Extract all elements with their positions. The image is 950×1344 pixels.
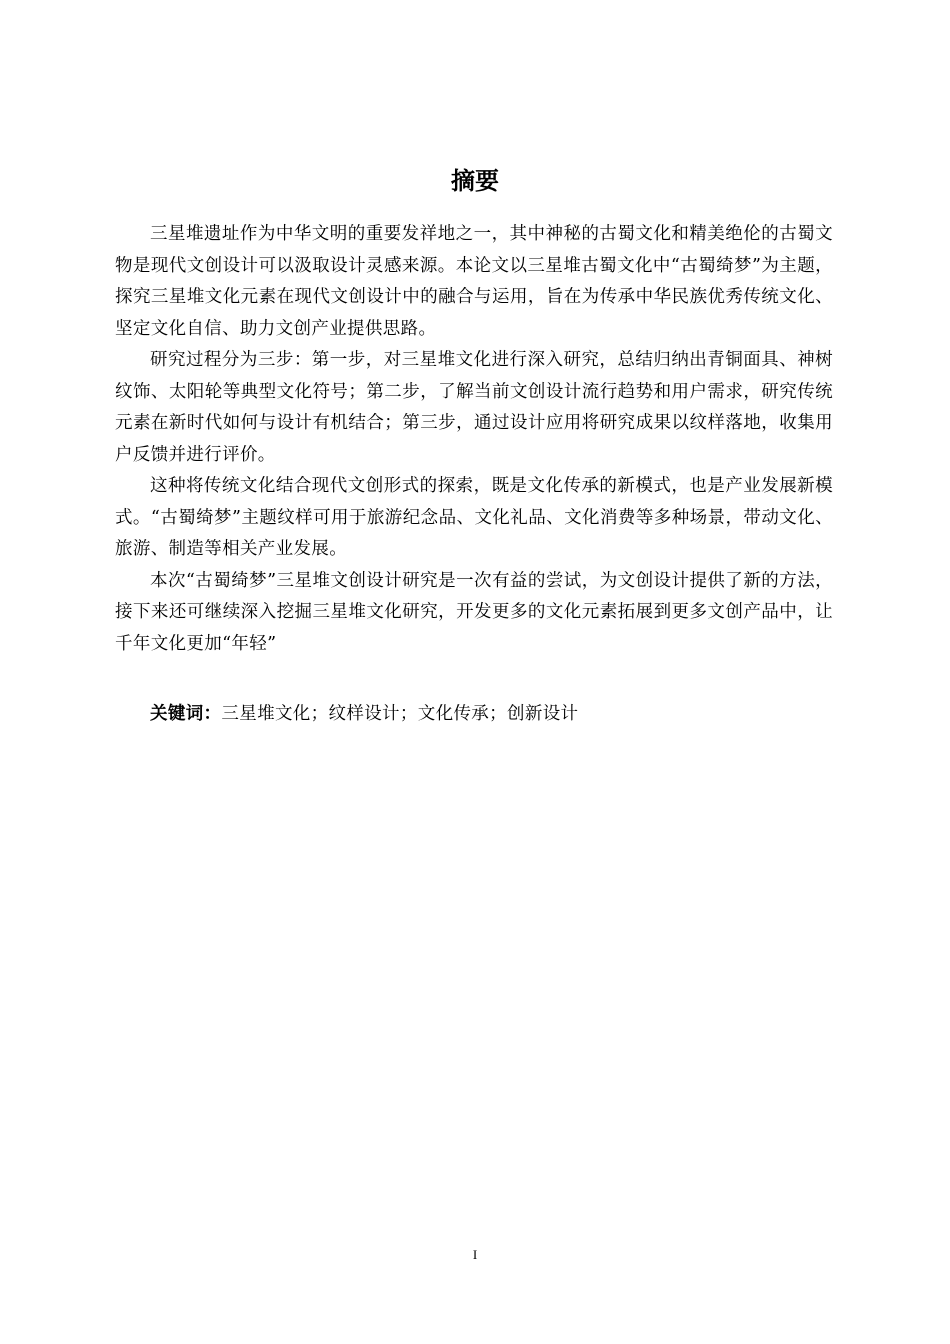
abstract-paragraph-1: 三星堆遗址作为中华文明的重要发祥地之一，其中神秘的古蜀文化和精美绝伦的古蜀文物是现代文创设计可以汲取设计灵感来源。本论文以三星堆古蜀文化中“古蜀绮梦”为主题，探究三星堆文化元素在现代文创设计中的融合与运用，旨在为传承中华民族优秀传统文化、坚定文化自信、助力文创产业提供思路。 [115, 224, 833, 339]
keywords-list: 三星堆文化；纹样设计；文化传承；创新设计 [221, 704, 579, 724]
page-number: I [472, 1247, 478, 1262]
abstract-paragraph-2: 研究过程分为三步：第一步，对三星堆文化进行深入研究，总结归纳出青铜面具、神树纹饰、太阳轮等典型文化符号；第二步，了解当前文创设计流行趋势和用户需求，研究传统元素在新时代如何与设计有机结合；第三步，通过设计应用将研究成果以纹样落地，收集用户反馈并进行评价。 [115, 350, 833, 465]
keywords-line [115, 699, 833, 731]
abstract-paragraph-4: 本次“古蜀绮梦”三星堆文创设计研究是一次有益的尝试，为文创设计提供了新的方法，接下来还可继续深入挖掘三星堆文化研究，开发更多的文化元素拓展到更多文创产品中，让千年文化更加“年轻” [115, 570, 833, 654]
abstract-body [115, 219, 833, 660]
abstract-title: 摘要 [451, 167, 499, 195]
abstract-paragraph-3: 这种将传统文化结合现代文创形式的探索，既是文化传承的新模式，也是产业发展新模式。“古蜀绮梦”主题纹样可用于旅游纪念品、文化礼品、文化消费等多种场景，带动文化、旅游、制造等相关产业发展。 [115, 476, 833, 559]
keywords-label: 关键词： [150, 704, 222, 724]
